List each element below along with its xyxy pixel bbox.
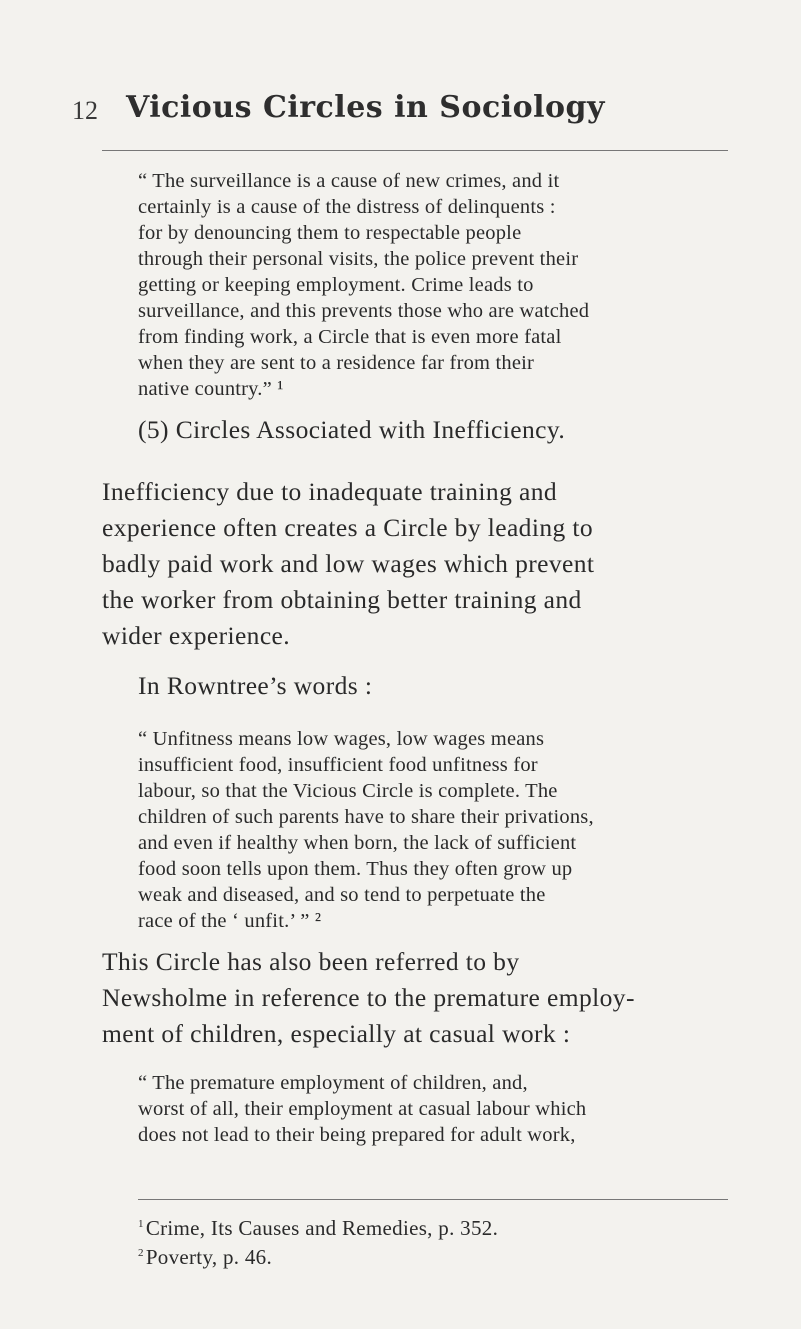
footnote-1 bbox=[138, 1212, 498, 1241]
newsholme-paragraph: This Circle has also been referred to by Newsholme in reference to the premature employ- ment of children, especially at casual work : bbox=[102, 947, 635, 1048]
page-number: 12 bbox=[72, 96, 98, 125]
quote-surveillance: “ The surveillance is a cause of new crimes, and it certainly is a cause of the distress of delinquents : for by denouncing them to respectable people through their personal visits, the police prevent their getting or keeping employment. Crime leads to surveillance, and this prevents those who are watched from finding work, a Circle that is even more fatal when they are sent to a residence far from their native country.” ¹ bbox=[138, 170, 590, 400]
footnote-1-text: Crime, Its Causes and Remedies, p. 352. bbox=[145, 1216, 499, 1240]
quote-rowntree: “ Unfitness means low wages, low wages means insufficient food, insufficient food unfitness for labour, so that the Vicious Circle is complete. The children of such parents have to share their privations, and even if healthy when born, the lack of sufficient food soon tells upon them. Thus they often grow up weak and diseased, and so tend to perpetuate the race of the ‘ unfit.’ ” ² bbox=[138, 728, 594, 932]
footnote-rule bbox=[138, 1199, 728, 1200]
footnote-2-mark: 2 bbox=[138, 1247, 144, 1259]
rowntree-intro: In Rowntree’s words : bbox=[138, 671, 373, 700]
quote-newsholme: “ The premature employment of children, and, worst of all, their employment at casual labour which does not lead to their being prepared for adult work, bbox=[138, 1072, 587, 1146]
footnote-2 bbox=[138, 1241, 498, 1270]
page-header bbox=[72, 90, 732, 136]
footnotes bbox=[138, 1212, 498, 1270]
running-head: Vicious Circles in Sociology bbox=[126, 90, 605, 125]
footnote-2-text: Poverty, p. 46. bbox=[145, 1245, 273, 1269]
footnote-1-mark: 1 bbox=[138, 1218, 144, 1230]
section-heading: (5) Circles Associated with Inefficiency. bbox=[138, 415, 566, 444]
header-rule bbox=[102, 150, 728, 151]
inefficiency-paragraph: Inefficiency due to inadequate training and experience often creates a Circle by leading to badly paid work and low wages which prevent the worker from obtaining better training and wider experience. bbox=[102, 477, 595, 650]
